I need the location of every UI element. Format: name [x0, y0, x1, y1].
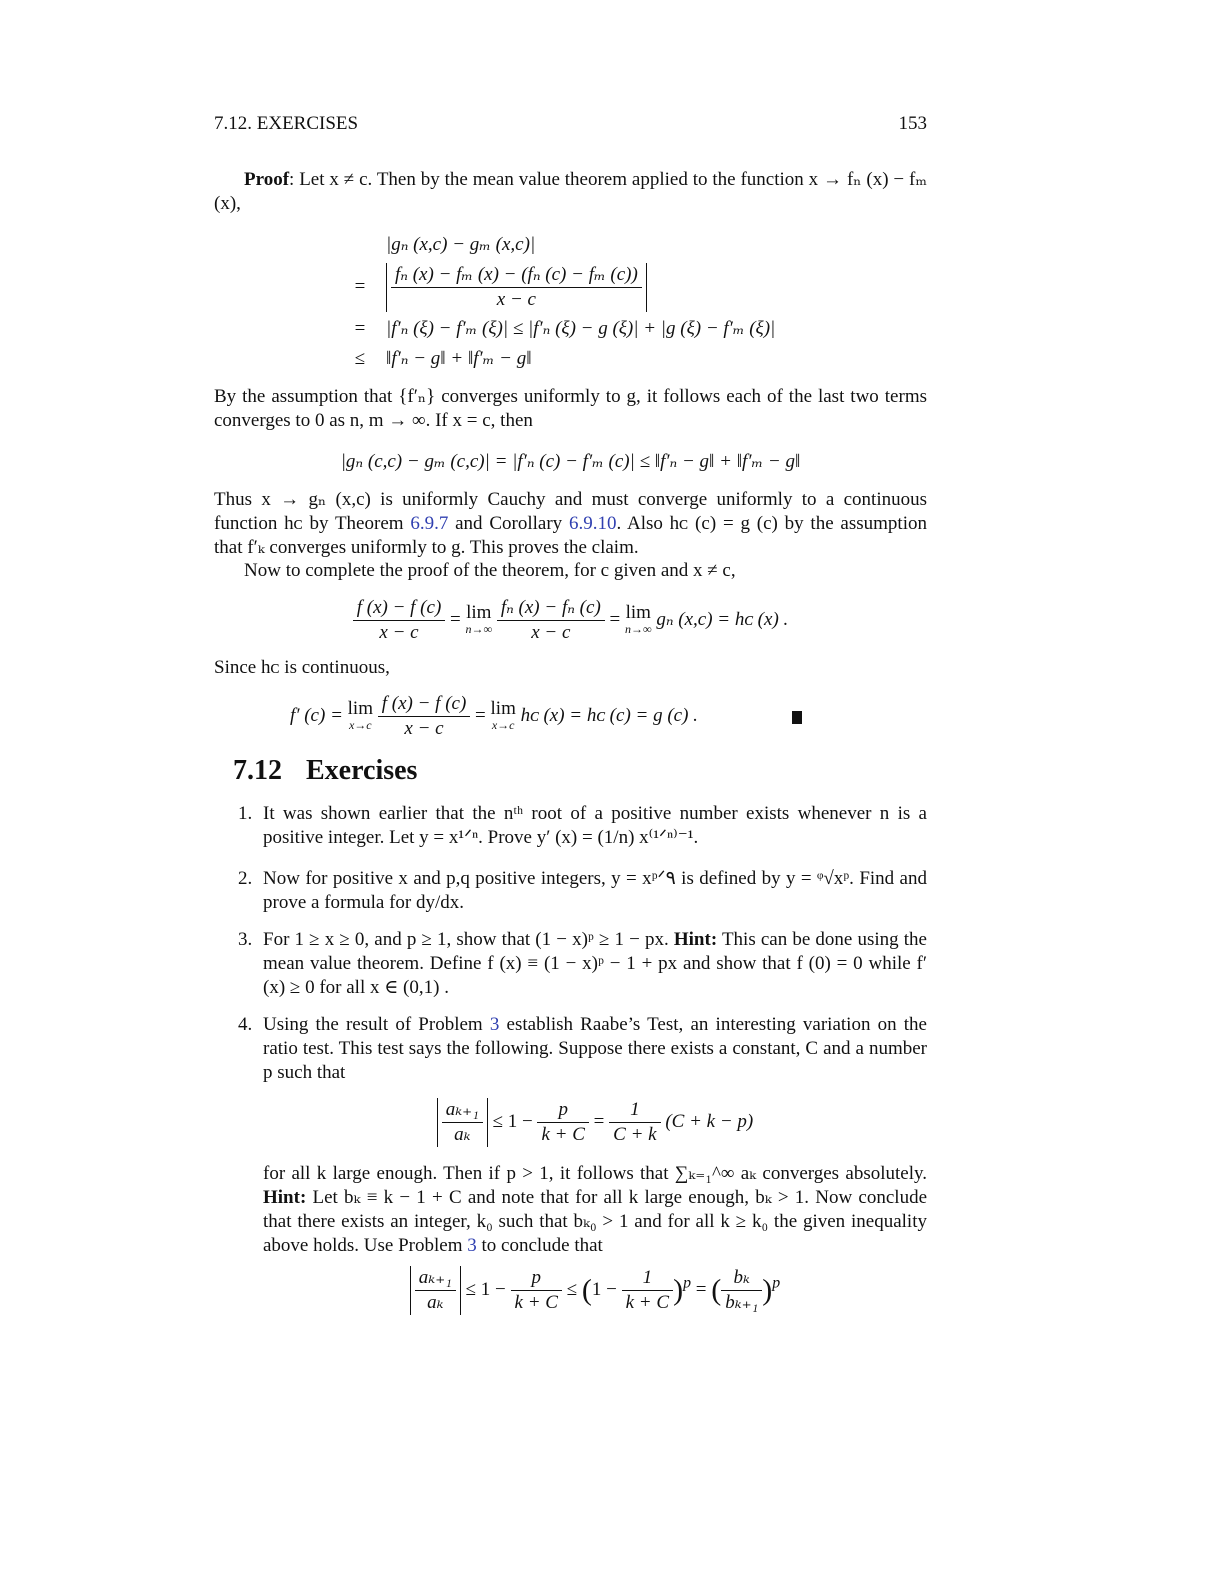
absolute-value	[386, 263, 647, 312]
proof-paragraph-1: By the assumption that {f′ₙ} converges uniformly to g, it follows each of the last two terms converges to 0 as n, m → ∞. If x = c, then	[214, 386, 927, 431]
equation-tail: (C + k − p)	[665, 1110, 754, 1132]
limit-operator	[347, 697, 373, 733]
fraction-denominator: x − c	[379, 622, 419, 643]
fraction	[497, 596, 605, 645]
equation-4: f′ (c) = lim x→c $\frac{f (x) - f (c)}{x - c}$ = lim x→c hᴄ (x) = hᴄ (c) = g (c) .	[290, 693, 698, 739]
limit-label: lim	[625, 601, 651, 623]
exercise-text-a: For 1 ≥ x ≥ 0, and p ≥ 1, show that (1 − x)ᵖ ≥ 1 − px.	[263, 929, 674, 950]
section-number: 7.12	[233, 755, 282, 786]
eq-line	[340, 344, 781, 374]
fraction	[442, 1098, 483, 1147]
proof-paragraph-3: Now to complete the proof of the theorem, for c given and x ≠ c,	[244, 560, 736, 581]
right-paren: )	[762, 1273, 773, 1307]
fraction	[415, 1266, 456, 1315]
limit-label: lim	[490, 697, 516, 719]
eq-relation: ≤	[354, 348, 366, 369]
exercise-item	[238, 928, 927, 1000]
exercise-index: 4.	[238, 1014, 253, 1035]
fraction-numerator: bₖ	[721, 1266, 762, 1291]
fraction-numerator: fₙ (x) − fₙ (c)	[497, 596, 605, 621]
exercise-text-b: This can be done using the mean value theorem. Define f (x) ≡ (1 − x)ᵖ − 1 + px and show that f (0) = 0 while f′ (x) ≥ 0 for all x ∈ (0,1) .	[263, 929, 927, 998]
hint-label: Hint:	[673, 929, 718, 950]
paren-lead: 1 −	[591, 1278, 617, 1300]
exercise-text: Now for positive x and p,q positive integers, y = xᵖᐟ۹ is defined by y = ᵠ√xᵖ. Find and prove a formula for dy/dx.	[263, 868, 927, 913]
exercise-continuation	[238, 1162, 927, 1258]
fraction	[721, 1266, 762, 1315]
limit-label: lim	[347, 697, 373, 719]
exercise-text	[263, 928, 927, 1000]
eq-expression: |f′ₙ (ξ) − f′ₘ (ξ)| ≤ |f′ₙ (ξ) − g (ξ)| + |g (ξ) − f′ₘ (ξ)|	[386, 318, 776, 339]
relation: =	[593, 1110, 605, 1132]
raabe-inequality	[263, 1098, 927, 1147]
problem-link[interactable]: 3	[467, 1235, 477, 1256]
exercise-index: 3.	[238, 929, 253, 950]
exercise-text-c: for all k large enough. Then if p > 1, it follows that ∑ₖ₌₁^∞ aₖ converges absolutely.	[263, 1163, 927, 1184]
absolute-value	[437, 1098, 488, 1147]
exercise-item	[238, 802, 927, 850]
exercise-item	[238, 867, 927, 915]
fraction-denominator: aₖ	[427, 1292, 444, 1313]
proof-intro-text: : Let x ≠ c. Then by the mean value theorem applied to the function x → fₙ (x) − fₘ (x),	[214, 169, 927, 214]
eq-expression: ‖f′ₙ − g‖ + ‖f′ₘ − g‖	[386, 348, 532, 369]
absolute-value	[410, 1266, 461, 1315]
proof-paragraph-4: Since hᴄ is continuous,	[214, 657, 390, 678]
exercise-text-b: establish Raabe’s Test, an interesting variation on the ratio test. This test says the following. Suppose there exists a constant, C and a number p such that	[263, 1014, 927, 1083]
hint-label: Hint:	[263, 1187, 307, 1208]
fraction	[391, 263, 642, 312]
left-paren: (	[581, 1273, 592, 1307]
fraction-numerator: 1	[622, 1266, 673, 1291]
running-header	[214, 112, 927, 136]
fraction-denominator: x − c	[404, 718, 444, 739]
eq-line	[340, 260, 781, 314]
problem-link[interactable]: 3	[489, 1014, 500, 1035]
qed-icon	[792, 711, 802, 724]
limit-subscript: x→c	[491, 717, 515, 732]
limit-subscript: n→∞	[625, 621, 652, 636]
exponent: p	[683, 1274, 691, 1292]
proof-intro	[214, 168, 927, 216]
section-heading	[233, 754, 417, 788]
fraction-denominator: x − c	[531, 622, 571, 643]
fraction-denominator: bₖ₊₁	[725, 1292, 759, 1313]
fraction-denominator: k + C	[625, 1292, 670, 1313]
eq-relation: =	[354, 318, 366, 339]
fraction-denominator: C + k	[613, 1124, 657, 1145]
theorem-link[interactable]: 6.9.7	[410, 513, 449, 534]
fraction-denominator: k + C	[514, 1292, 558, 1313]
relation: ≤ 1 −	[492, 1110, 533, 1132]
fraction-numerator: aₖ₊₁	[442, 1098, 483, 1123]
limit-operator	[465, 601, 493, 637]
relation: ≤	[566, 1278, 578, 1300]
exercise-text-e: to conclude that	[476, 1235, 603, 1256]
relation: ≤ 1 −	[465, 1278, 506, 1300]
corollary-link[interactable]: 6.9.10	[568, 513, 617, 534]
header-section: 7.12. EXERCISES	[214, 113, 359, 134]
fraction	[378, 692, 471, 741]
equation-2: |gₙ (c,c) − gₘ (c,c)| = |f′ₙ (c) − f′ₘ (c)| ≤ ‖f′ₙ − g‖ + ‖f′ₘ − g‖	[340, 451, 801, 472]
left-paren: (	[711, 1273, 722, 1307]
proof-label: Proof	[244, 169, 290, 190]
fraction-denominator: x − c	[496, 288, 536, 310]
para2-text-b: and Corollary	[448, 513, 569, 534]
exercise-text: It was shown earlier that the nᵗʰ root of a positive number exists whenever n is a positive integer. Let y = x¹ᐟⁿ. Prove y′ (x) = (1/n) x⁽¹ᐟⁿ⁾⁻¹.	[263, 803, 927, 848]
exercise-item	[238, 1013, 927, 1085]
page-number: 153	[898, 113, 927, 134]
fraction-numerator: fₙ (x) − fₘ (x) − (fₙ (c) − fₘ (c))	[391, 263, 642, 288]
fraction-numerator: aₖ₊₁	[415, 1266, 456, 1291]
section-title: Exercises	[306, 755, 418, 786]
fraction-numerator: p	[511, 1266, 562, 1291]
fraction-numerator: p	[537, 1098, 588, 1123]
fraction-denominator: k + C	[541, 1124, 585, 1145]
fraction	[511, 1266, 562, 1315]
eq-expression: |gₙ (x,c) − gₘ (x,c)|	[386, 234, 536, 255]
fraction	[537, 1098, 588, 1147]
equation-3: $\frac{f (x) - f (c)}{x - c}$ = lim n→∞ $\frac{\text{fₙ (x) − fₙ (c)}}{x - c}$ = lim n→∞ gₙ (x,c) = hᴄ (x) .	[214, 596, 927, 645]
limit-subscript: x→c	[348, 717, 372, 732]
limit-label: lim	[466, 601, 492, 623]
equation-lead: f′ (c) =	[290, 704, 343, 726]
fraction-numerator: 1	[609, 1098, 660, 1123]
limit-subscript: n→∞	[465, 621, 493, 636]
fraction	[609, 1098, 660, 1147]
fraction-denominator: aₖ	[454, 1124, 471, 1145]
exercise-text	[263, 1013, 927, 1085]
fraction-numerator: f (x) − f (c)	[378, 692, 471, 717]
exercise-text	[263, 1162, 927, 1258]
exponent: p	[772, 1274, 781, 1292]
eq-line	[340, 314, 781, 344]
raabe-conclusion	[263, 1266, 927, 1315]
proof-equation-array	[340, 230, 781, 374]
eq-relation: =	[354, 276, 366, 297]
relation: =	[695, 1278, 707, 1300]
exercise-text-a: Using the result of Problem	[263, 1014, 490, 1035]
para2-text-c: . Also hᴄ (c) = g (c) by the assumption that f′ₖ converges uniformly to g. This proves the claim.	[214, 513, 927, 558]
limit-operator	[625, 601, 652, 637]
exercise-index: 1.	[238, 803, 253, 824]
equation-tail: hᴄ (x) = hᴄ (c) = g (c) .	[520, 704, 698, 726]
fraction-numerator: f (x) − f (c)	[353, 596, 446, 621]
eq-relation	[340, 230, 380, 260]
exercise-index: 2.	[238, 868, 253, 889]
eq-line	[340, 230, 781, 260]
fraction	[353, 596, 446, 645]
right-paren: )	[673, 1273, 684, 1307]
proof-paragraph-2	[214, 488, 927, 560]
fraction	[622, 1266, 673, 1315]
exercise-text-d: Let bₖ ≡ k − 1 + C and note that for all k large enough, bₖ > 1. Now conclude that there exists an integer, k₀ such that bₖ₀ > 1 and for all k ≥ k₀ the given inequality above holds. Use Problem	[263, 1187, 927, 1256]
equation-tail: gₙ (x,c) = hᴄ (x) .	[656, 608, 789, 630]
limit-operator	[490, 697, 516, 733]
para2-text-a: Thus x → gₙ (x,c) is uniformly Cauchy and must converge uniformly to a continuous function hᴄ by Theorem	[214, 489, 927, 534]
